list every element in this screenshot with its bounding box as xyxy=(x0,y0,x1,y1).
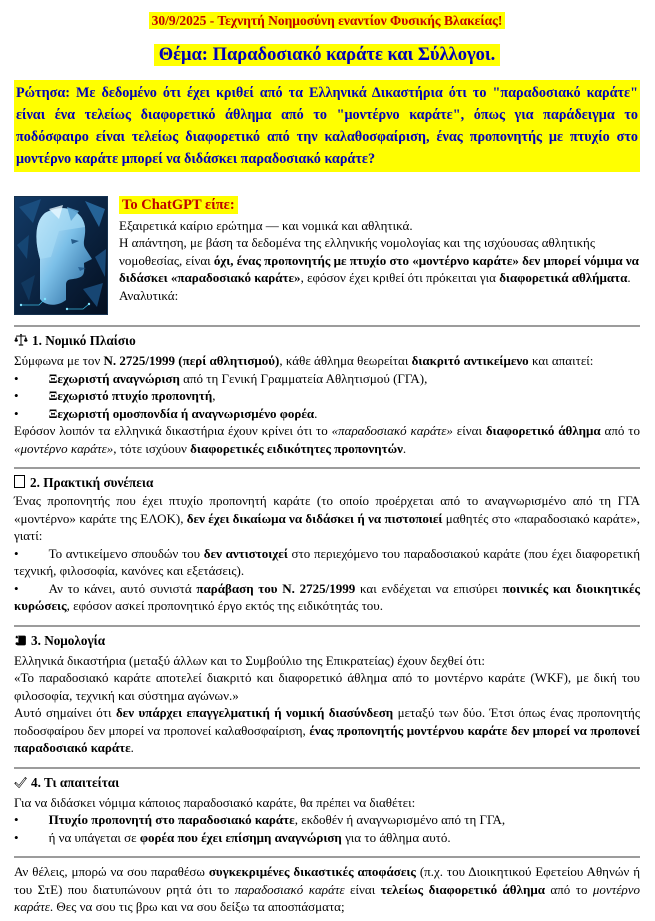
chatgpt-answer-paragraph: Η απάντηση, με βάση τα δεδομένα της ελληνικής νομολογίας και της ισχύουσας αθλητικής νομοθεσίας, είναι όχι, ένας προπονητής με πτυχίο στο «μοντέρνο καράτε» δεν μπορεί νόμιμα να διδάσκει «παραδοσιακό καράτε», εφόσον έχει κριθεί ότι πρόκειται για διαφορετικά αθλήματα. xyxy=(119,235,639,285)
bullet-dot: • xyxy=(14,812,19,827)
chatgpt-analytika-label: Αναλυτικά: xyxy=(119,287,179,303)
bullet-item: • Πτυχίο προπονητή στο παραδοσιακό καράτε, εκδοθέν ή αναγνωρισμένο από τη ΓΓΑ, xyxy=(14,812,506,827)
section-divider xyxy=(14,856,640,858)
section-paragraph: Σύμφωνα με τον Ν. 2725/1999 (περί αθλητισμού), κάθε άθλημα θεωρείται διακριτό αντικείμενο και απαιτεί: xyxy=(14,353,594,368)
section-divider xyxy=(14,625,640,627)
bullet-item: • Ξεχωριστό πτυχίο προπονητή, xyxy=(14,388,216,403)
bullet-item: • Αν το κάνει, αυτό συνιστά παράβαση του Ν. 2725/1999 και ενδέχεται να επισύρει ποινικές και διοικητικές κυρώσεις, εφόσον ασκεί προπονητικό έργο εκτός της ειδικότητάς του. xyxy=(14,580,640,613)
bullet-dot: • xyxy=(14,405,19,421)
chatgpt-intro-paragraph: Εξαιρετικά καίριο ερώτημα — και νομικά και αθλητικά. xyxy=(119,217,413,233)
chatgpt-said-label: Το ChatGPT είπε: xyxy=(119,196,238,214)
section-heading: 1. Νομικό Πλαίσιο xyxy=(14,332,640,352)
bullet-item: • Ξεχωριστή ομοσπονδία ή αναγνωρισμένο φορέα. xyxy=(14,405,318,421)
section-paragraph: Ένας προπονητής που έχει πτυχίο προπονητή καράτε (το οποίο προέρχεται από το αναγνωρισμένο από τη ΓΓΑ «μοντέρνο» καράτε της ΕΛΟΚ), δεν έχει δικαίωμα να διδάσκει ή να πιστοποιεί μαθητές στο «παραδοσιακό καράτε», γιατί: xyxy=(14,493,640,543)
section-divider xyxy=(14,467,640,469)
bullet-dot: • xyxy=(14,370,19,386)
section-paragraph: Για να διδάσκει νόμιμα κάποιος παραδοσιακό καράτε, θα πρέπει να διαθέτει: xyxy=(14,794,416,810)
ai-head-image xyxy=(14,196,108,315)
section-divider xyxy=(14,325,640,327)
bullet-dot: • xyxy=(14,545,19,561)
section-paragraph: Εφόσον λοιπόν τα ελληνικά δικαστήρια έχουν κρίνει ότι το «παραδοσιακό καράτε» είναι διαφορετικό άθλημα από το «μοντέρνο καράτε», τότε ισχύουν διαφορετικές ειδικότητες προπονητών. xyxy=(14,423,640,456)
bullet-dot: • xyxy=(14,388,19,403)
check-mark-icon xyxy=(14,776,27,794)
section-divider xyxy=(14,767,640,769)
scroll-icon xyxy=(14,634,27,652)
closing-paragraph: Αν θέλεις, μπορώ να σου παραθέσω συγκεκριμένες δικαστικές αποφάσεις (π.χ. του Διοικητικού Εφετείου Αθηνών ή του ΣτΕ) που διατυπώνουν ρητά ότι το παραδοσιακό καράτε είναι τελείως διαφορετικό άθλημα από το μοντέρνο καράτε. Θες να σου τις βρω και να σου δείξω τα αποσπάσματα; xyxy=(14,864,641,914)
section-practical-consequence xyxy=(14,474,640,615)
section-legal-framework xyxy=(14,332,640,457)
header-line xyxy=(14,12,640,30)
section-paragraph: Αυτό σημαίνει ότι δεν υπάρχει επαγγελματική ή νομική διασύνδεση μεταξύ των δύο. Έτσι όπως ένας προπονητής ποδοσφαίρου δεν μπορεί να προπονεί καλαθοσφαίριση, ένας προπονητής μοντέρνου καράτε δεν μπορεί να προπονεί παραδοσιακό καράτε. xyxy=(14,705,640,755)
section-heading: 3. Νομολογία xyxy=(14,632,640,652)
section-case-law xyxy=(14,632,640,757)
missing-glyph-box-icon xyxy=(14,475,25,488)
section-heading: 2. Πρακτική συνέπεια xyxy=(14,474,640,492)
scales-icon xyxy=(14,333,28,352)
section-heading: 4. Τι απαιτείται xyxy=(14,774,640,794)
bullet-dot: • xyxy=(14,829,19,845)
page-title: Θέμα: Παραδοσιακό καράτε και Σύλλογοι. xyxy=(154,44,501,66)
question-paragraph: Ρώτησα: Με δεδομένο ότι έχει κριθεί από τα Ελληνικά Δικαστήρια ότι το "παραδοσιακό καράτε" είναι ένα τελείως διαφορετικό άθλημα από το "μοντέρνο καράτε", όπως για παράδειγμα το ποδόσφαιρο είναι τελείως διαφορετικό από την καλαθοσφαίριση, ένας προπονητής με πτυχίο στο μοντέρνο καράτε μπορεί να διδάσκει παραδοσιακό καράτε? xyxy=(14,80,640,172)
bullet-item: • ή να υπάγεται σε φορέα που έχει επίσημη αναγνώριση για το άθλημα αυτό. xyxy=(14,829,451,845)
chatgpt-answer-block xyxy=(14,196,640,315)
chatgpt-text-column xyxy=(119,196,640,315)
section-paragraph: Ελληνικά δικαστήρια (μεταξύ άλλων και το Συμβούλιο της Επικρατείας) έχουν δεχθεί ότι: xyxy=(14,652,485,668)
document-date-header: 30/9/2025 - Τεχνητή Νοημοσύνη εναντίον Φυσικής Βλακείας! xyxy=(149,12,506,29)
bullet-dot: • xyxy=(14,580,19,596)
court-quote: «Το παραδοσιακό καράτε αποτελεί διακριτό και διαφορετικό άθλημα από το μοντέρνο καράτε (WKF), με δική του φιλοσοφία, τεχνική και σύστημα αγώνων.» xyxy=(14,670,640,703)
bullet-item: • Το αντικείμενο σπουδών του δεν αντιστοιχεί στο περιεχόμενο του παραδοσιακού καράτε (που έχει διαφορετική τεχνική, φιλοσοφία, κανόνες και εξετάσεις). xyxy=(14,545,641,578)
bullet-item: • Ξεχωριστή αναγνώριση από τη Γενική Γραμματεία Αθλητισμού (ΓΓΑ), xyxy=(14,370,428,386)
section-requirements xyxy=(14,774,640,847)
title-line xyxy=(14,45,640,66)
